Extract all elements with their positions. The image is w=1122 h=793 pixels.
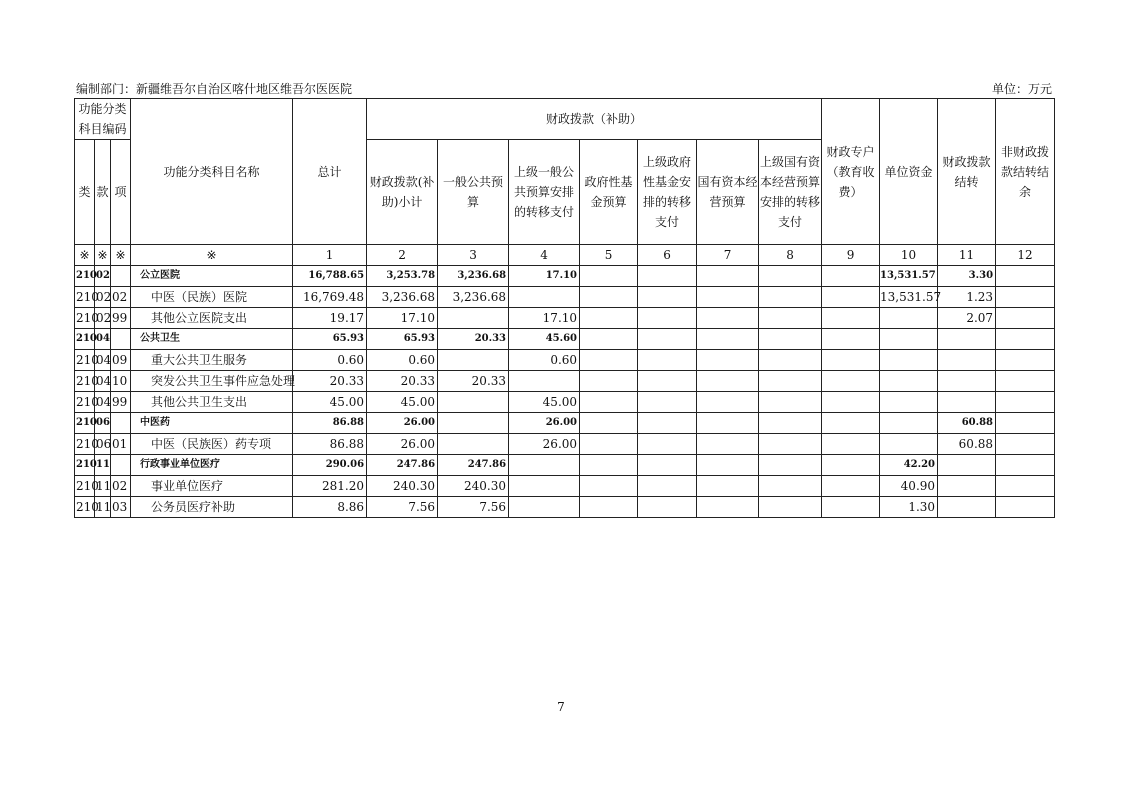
value-cell: 26.00 bbox=[367, 434, 438, 455]
value-cell bbox=[938, 497, 996, 518]
value-cell: 247.86 bbox=[438, 455, 509, 476]
value-cell bbox=[638, 476, 697, 497]
value-cell: 65.93 bbox=[293, 329, 367, 350]
column-index-cell: ※ bbox=[131, 245, 293, 266]
name-header: 功能分类科目名称 bbox=[131, 99, 293, 245]
value-cell bbox=[822, 455, 880, 476]
value-cell bbox=[580, 392, 638, 413]
lei-cell: 210 bbox=[75, 287, 95, 308]
value-cell bbox=[822, 434, 880, 455]
value-cell: 45.00 bbox=[509, 392, 580, 413]
value-cell bbox=[822, 413, 880, 434]
table-row bbox=[75, 350, 1055, 371]
table-row bbox=[75, 287, 1055, 308]
value-cell: 3,236.68 bbox=[438, 287, 509, 308]
value-cell bbox=[697, 434, 759, 455]
value-cell bbox=[638, 350, 697, 371]
value-cell bbox=[880, 308, 938, 329]
value-cell bbox=[938, 392, 996, 413]
page-number: 7 bbox=[557, 700, 565, 714]
xiang-cell bbox=[111, 329, 131, 350]
value-cell bbox=[580, 434, 638, 455]
value-cell bbox=[822, 476, 880, 497]
value-cell bbox=[938, 350, 996, 371]
value-cell: 60.88 bbox=[938, 434, 996, 455]
kuan-cell: 04 bbox=[95, 392, 111, 413]
budget-table bbox=[74, 98, 1055, 518]
subject-name-cell: 重大公共卫生服务 bbox=[131, 350, 293, 371]
value-cell bbox=[580, 329, 638, 350]
xiang-cell: 99 bbox=[111, 392, 131, 413]
value-cell bbox=[822, 371, 880, 392]
value-cell bbox=[822, 287, 880, 308]
xiang-header: 项 bbox=[111, 140, 131, 245]
table-row bbox=[75, 497, 1055, 518]
value-cell: 42.20 bbox=[880, 455, 938, 476]
kuan-cell: 11 bbox=[95, 476, 111, 497]
kuan-cell: 02 bbox=[95, 287, 111, 308]
kuan-cell: 02 bbox=[95, 266, 111, 287]
value-cell bbox=[509, 455, 580, 476]
value-cell bbox=[759, 392, 822, 413]
value-cell bbox=[996, 434, 1055, 455]
table-row bbox=[75, 329, 1055, 350]
nonfiscal-header: 非财政拨款结转结余 bbox=[996, 99, 1055, 245]
value-cell bbox=[580, 350, 638, 371]
value-cell bbox=[996, 308, 1055, 329]
value-cell: 0.60 bbox=[293, 350, 367, 371]
xiang-cell: 02 bbox=[111, 476, 131, 497]
unit-funds-header: 单位资金 bbox=[880, 99, 938, 245]
value-cell bbox=[996, 392, 1055, 413]
xiang-cell bbox=[111, 266, 131, 287]
subject-name-cell: 公务员医疗补助 bbox=[131, 497, 293, 518]
value-cell bbox=[822, 392, 880, 413]
value-cell bbox=[697, 455, 759, 476]
value-cell bbox=[580, 497, 638, 518]
column-index-cell: 3 bbox=[438, 245, 509, 266]
table-row bbox=[75, 392, 1055, 413]
value-cell bbox=[638, 497, 697, 518]
value-cell bbox=[938, 371, 996, 392]
value-cell bbox=[638, 392, 697, 413]
xiang-cell bbox=[111, 455, 131, 476]
value-cell: 20.33 bbox=[438, 329, 509, 350]
table-row bbox=[75, 476, 1055, 497]
value-cell bbox=[759, 350, 822, 371]
column-index-cell: 12 bbox=[996, 245, 1055, 266]
value-cell bbox=[759, 371, 822, 392]
value-cell bbox=[759, 413, 822, 434]
value-cell: 17.10 bbox=[509, 266, 580, 287]
table-row bbox=[75, 371, 1055, 392]
value-cell bbox=[759, 308, 822, 329]
kuan-cell: 11 bbox=[95, 455, 111, 476]
value-cell bbox=[880, 329, 938, 350]
value-cell bbox=[996, 287, 1055, 308]
gov-fund-header: 政府性基金预算 bbox=[580, 140, 638, 245]
value-cell: 20.33 bbox=[293, 371, 367, 392]
table-row bbox=[75, 455, 1055, 476]
value-cell bbox=[509, 476, 580, 497]
subject-name-cell: 中医（民族）医院 bbox=[131, 287, 293, 308]
kuan-cell: 04 bbox=[95, 329, 111, 350]
value-cell: 240.30 bbox=[438, 476, 509, 497]
upper-state-capital-transfer-header: 上级国有资本经营预算安排的转移支付 bbox=[759, 140, 822, 245]
value-cell bbox=[509, 497, 580, 518]
value-cell bbox=[822, 329, 880, 350]
value-cell bbox=[580, 287, 638, 308]
value-cell bbox=[759, 434, 822, 455]
lei-cell: 210 bbox=[75, 329, 95, 350]
column-index-cell: 9 bbox=[822, 245, 880, 266]
table-row bbox=[75, 308, 1055, 329]
value-cell: 19.17 bbox=[293, 308, 367, 329]
value-cell: 86.88 bbox=[293, 413, 367, 434]
value-cell: 20.33 bbox=[367, 371, 438, 392]
value-cell: 1.30 bbox=[880, 497, 938, 518]
column-index-cell: 7 bbox=[697, 245, 759, 266]
value-cell bbox=[822, 497, 880, 518]
xiang-cell: 99 bbox=[111, 308, 131, 329]
subject-name-cell: 公共卫生 bbox=[131, 329, 293, 350]
code-group-header: 功能分类科目编码 bbox=[75, 99, 131, 140]
value-cell bbox=[638, 434, 697, 455]
subject-name-cell: 公立医院 bbox=[131, 266, 293, 287]
value-cell: 8.86 bbox=[293, 497, 367, 518]
value-cell bbox=[697, 266, 759, 287]
value-cell bbox=[759, 266, 822, 287]
fiscal-group-header: 财政拨款（补助） bbox=[367, 99, 822, 140]
value-cell bbox=[759, 455, 822, 476]
value-cell bbox=[697, 392, 759, 413]
value-cell: 26.00 bbox=[509, 434, 580, 455]
subject-name-cell: 突发公共卫生事件应急处理 bbox=[131, 371, 293, 392]
table-row bbox=[75, 434, 1055, 455]
lei-header: 类 bbox=[75, 140, 95, 245]
lei-cell: 210 bbox=[75, 434, 95, 455]
value-cell: 0.60 bbox=[367, 350, 438, 371]
subtotal-header: 财政拨款(补助)小计 bbox=[367, 140, 438, 245]
value-cell bbox=[759, 476, 822, 497]
value-cell bbox=[638, 455, 697, 476]
value-cell bbox=[697, 371, 759, 392]
value-cell: 40.90 bbox=[880, 476, 938, 497]
upper-gov-fund-transfer-header: 上级政府性基金安排的转移支付 bbox=[638, 140, 697, 245]
value-cell bbox=[580, 413, 638, 434]
state-capital-header: 国有资本经营预算 bbox=[697, 140, 759, 245]
kuan-cell: 06 bbox=[95, 434, 111, 455]
value-cell bbox=[697, 287, 759, 308]
value-cell bbox=[880, 413, 938, 434]
lei-cell: 210 bbox=[75, 497, 95, 518]
lei-cell: 210 bbox=[75, 350, 95, 371]
value-cell bbox=[697, 329, 759, 350]
lei-cell: 210 bbox=[75, 413, 95, 434]
value-cell: 45.00 bbox=[367, 392, 438, 413]
value-cell bbox=[996, 350, 1055, 371]
column-index-cell: 8 bbox=[759, 245, 822, 266]
value-cell: 3.30 bbox=[938, 266, 996, 287]
value-cell bbox=[438, 308, 509, 329]
column-index-cell: 10 bbox=[880, 245, 938, 266]
subject-name-cell: 其他公共卫生支出 bbox=[131, 392, 293, 413]
value-cell: 7.56 bbox=[367, 497, 438, 518]
value-cell: 17.10 bbox=[367, 308, 438, 329]
column-index-cell: 1 bbox=[293, 245, 367, 266]
value-cell: 247.86 bbox=[367, 455, 438, 476]
value-cell: 45.60 bbox=[509, 329, 580, 350]
value-cell bbox=[638, 266, 697, 287]
value-cell: 0.60 bbox=[509, 350, 580, 371]
value-cell: 3,236.68 bbox=[438, 266, 509, 287]
value-cell bbox=[580, 371, 638, 392]
kuan-cell: 02 bbox=[95, 308, 111, 329]
value-cell bbox=[996, 329, 1055, 350]
value-cell bbox=[938, 476, 996, 497]
kuan-cell: 04 bbox=[95, 371, 111, 392]
value-cell bbox=[580, 266, 638, 287]
value-cell bbox=[638, 308, 697, 329]
value-cell: 26.00 bbox=[509, 413, 580, 434]
lei-cell: 210 bbox=[75, 455, 95, 476]
value-cell bbox=[697, 350, 759, 371]
subject-name-cell: 行政事业单位医疗 bbox=[131, 455, 293, 476]
value-cell bbox=[938, 455, 996, 476]
value-cell bbox=[438, 434, 509, 455]
value-cell bbox=[580, 308, 638, 329]
value-cell bbox=[580, 455, 638, 476]
column-index-row bbox=[75, 245, 1055, 266]
value-cell: 16,769.48 bbox=[293, 287, 367, 308]
lei-cell: 210 bbox=[75, 308, 95, 329]
value-cell: 13,531.57 bbox=[880, 266, 938, 287]
value-cell bbox=[996, 266, 1055, 287]
value-cell: 45.00 bbox=[293, 392, 367, 413]
value-cell: 7.56 bbox=[438, 497, 509, 518]
value-cell: 60.88 bbox=[938, 413, 996, 434]
subject-name-cell: 中医药 bbox=[131, 413, 293, 434]
lei-cell: 210 bbox=[75, 476, 95, 497]
subject-name-cell: 中医（民族医）药专项 bbox=[131, 434, 293, 455]
edu-fee-header: 财政专户（教育收费） bbox=[822, 99, 880, 245]
kuan-header: 款 bbox=[95, 140, 111, 245]
column-index-cell: ※ bbox=[95, 245, 111, 266]
lei-cell: 210 bbox=[75, 371, 95, 392]
value-cell bbox=[822, 266, 880, 287]
lei-cell: 210 bbox=[75, 392, 95, 413]
column-index-cell: 4 bbox=[509, 245, 580, 266]
value-cell bbox=[638, 371, 697, 392]
compiling-unit: 编制部门：新疆维吾尔自治区喀什地区维吾尔医医院 bbox=[76, 82, 353, 96]
xiang-cell bbox=[111, 413, 131, 434]
value-cell: 3,253.78 bbox=[367, 266, 438, 287]
xiang-cell: 10 bbox=[111, 371, 131, 392]
value-cell bbox=[822, 308, 880, 329]
xiang-cell: 03 bbox=[111, 497, 131, 518]
value-cell bbox=[759, 329, 822, 350]
value-cell bbox=[880, 371, 938, 392]
value-cell: 16,788.65 bbox=[293, 266, 367, 287]
subject-name-cell: 其他公立医院支出 bbox=[131, 308, 293, 329]
column-index-cell: ※ bbox=[75, 245, 95, 266]
column-index-cell: 5 bbox=[580, 245, 638, 266]
value-cell bbox=[996, 455, 1055, 476]
value-cell bbox=[759, 497, 822, 518]
value-cell: 2.07 bbox=[938, 308, 996, 329]
value-cell bbox=[880, 434, 938, 455]
value-cell: 1.23 bbox=[938, 287, 996, 308]
value-cell bbox=[697, 308, 759, 329]
value-cell: 86.88 bbox=[293, 434, 367, 455]
column-index-cell: 11 bbox=[938, 245, 996, 266]
general-budget-header: 一般公共预算 bbox=[438, 140, 509, 245]
value-cell: 290.06 bbox=[293, 455, 367, 476]
value-cell: 240.30 bbox=[367, 476, 438, 497]
value-cell bbox=[938, 329, 996, 350]
total-header: 总计 bbox=[293, 99, 367, 245]
value-cell: 3,236.68 bbox=[367, 287, 438, 308]
value-cell: 13,531.57 bbox=[880, 287, 938, 308]
value-cell bbox=[759, 287, 822, 308]
column-index-cell: 6 bbox=[638, 245, 697, 266]
xiang-cell: 02 bbox=[111, 287, 131, 308]
kuan-cell: 11 bbox=[95, 497, 111, 518]
value-cell bbox=[509, 371, 580, 392]
value-cell: 26.00 bbox=[367, 413, 438, 434]
value-cell bbox=[638, 413, 697, 434]
value-cell bbox=[697, 413, 759, 434]
carryover-header: 财政拨款结转 bbox=[938, 99, 996, 245]
value-cell bbox=[880, 392, 938, 413]
value-cell bbox=[996, 413, 1055, 434]
lei-cell: 210 bbox=[75, 266, 95, 287]
value-cell bbox=[822, 350, 880, 371]
value-cell bbox=[438, 392, 509, 413]
value-cell bbox=[509, 287, 580, 308]
column-index-cell: ※ bbox=[111, 245, 131, 266]
column-index-cell: 2 bbox=[367, 245, 438, 266]
value-cell bbox=[996, 476, 1055, 497]
table-row bbox=[75, 413, 1055, 434]
value-cell bbox=[638, 287, 697, 308]
table-body bbox=[75, 266, 1055, 518]
xiang-cell: 01 bbox=[111, 434, 131, 455]
value-cell: 17.10 bbox=[509, 308, 580, 329]
value-cell bbox=[697, 476, 759, 497]
table-row bbox=[75, 266, 1055, 287]
value-cell bbox=[438, 350, 509, 371]
subject-name-cell: 事业单位医疗 bbox=[131, 476, 293, 497]
value-cell bbox=[880, 350, 938, 371]
xiang-cell: 09 bbox=[111, 350, 131, 371]
value-cell bbox=[580, 476, 638, 497]
upper-general-transfer-header: 上级一般公共预算安排的转移支付 bbox=[509, 140, 580, 245]
value-cell: 65.93 bbox=[367, 329, 438, 350]
value-cell: 281.20 bbox=[293, 476, 367, 497]
value-cell bbox=[996, 371, 1055, 392]
value-cell bbox=[438, 413, 509, 434]
value-cell bbox=[638, 329, 697, 350]
value-cell: 20.33 bbox=[438, 371, 509, 392]
table-header bbox=[75, 99, 1055, 266]
currency-unit: 单位：万元 bbox=[991, 82, 1052, 96]
value-cell bbox=[697, 497, 759, 518]
kuan-cell: 04 bbox=[95, 350, 111, 371]
value-cell bbox=[996, 497, 1055, 518]
kuan-cell: 06 bbox=[95, 413, 111, 434]
